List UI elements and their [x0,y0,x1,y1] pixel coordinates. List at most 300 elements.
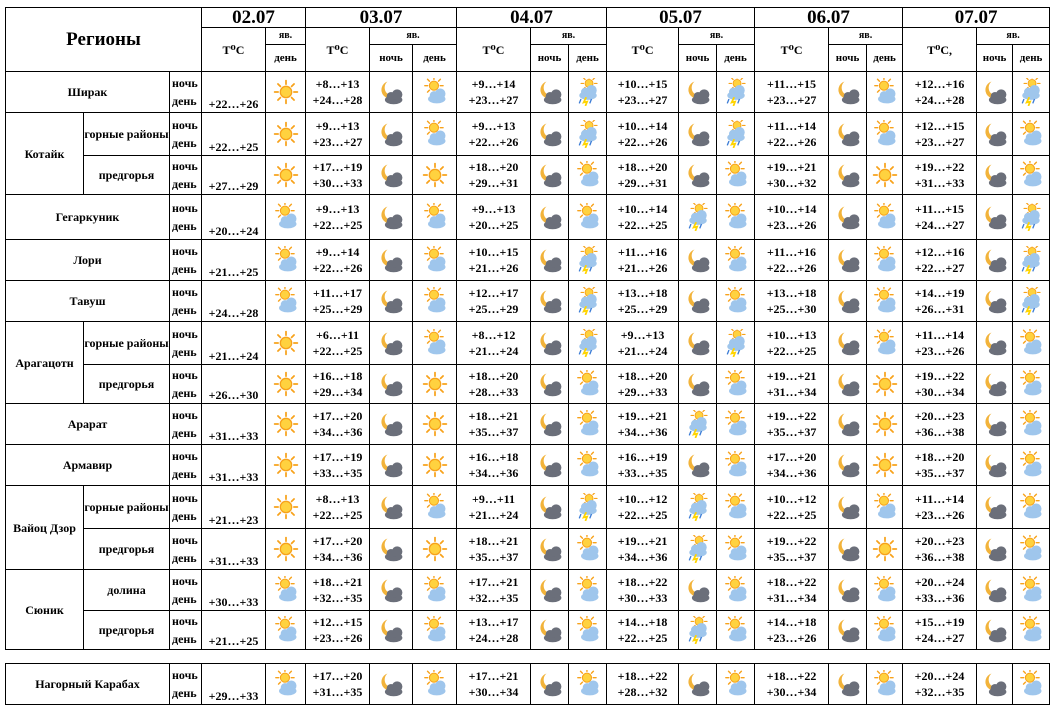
night-temperature: +14…+18 [766,615,817,629]
table-row [6,570,1050,611]
night-header: ночь [679,45,717,72]
day-label: день [172,136,197,150]
icon-cell [370,529,413,570]
table-row [6,281,1050,322]
icon-cell [977,72,1013,113]
moon-cloud-icon [370,670,412,698]
icon-cell [569,72,607,113]
sun-cloud-icon [717,370,754,398]
moon-cloud-icon [977,329,1012,357]
day-temperature: +31…+34 [766,591,817,605]
sun-cloud-icon [569,616,606,644]
subregion-name: предгорья [84,529,170,570]
sun-cloud-icon [569,576,606,604]
temperature-range [903,195,977,240]
sun-cloud-icon [1013,120,1049,148]
sun-cloud-icon [413,670,456,698]
phenomenon-header: яв. [829,28,903,45]
day-temperature: +23…+27 [312,135,363,149]
icon-cell [717,445,755,486]
night-day-labels [170,240,202,281]
temperature-range [903,113,977,156]
temperature-range [903,529,977,570]
icon-cell [413,570,457,611]
sun-cloud-icon [717,616,754,644]
night-temperature: +20…+24 [914,575,965,589]
sun-cloud-icon [867,670,902,698]
sun-icon [867,410,902,438]
region-name: Вайоц Дзор [6,486,84,570]
sun-cloud-icon [266,246,305,274]
icon-cell [717,404,755,445]
night-temperature: +13…+18 [766,286,817,300]
icon-cell [829,281,867,322]
day-temperature: +22…+25 [766,508,817,522]
day-temperature: +35…+37 [766,550,817,564]
night-temperature: +19…+21 [617,409,668,423]
icon-cell [717,281,755,322]
night-day-labels [170,72,202,113]
thunder-rain-icon [569,78,606,106]
temperature-range [457,611,531,650]
icon-cell [531,195,569,240]
temperature-range [755,195,829,240]
icon-cell [977,486,1013,529]
moon-cloud-icon [679,161,716,189]
icon-cell [977,570,1013,611]
night-header: ночь [531,45,569,72]
icon-cell [829,240,867,281]
sun-cloud-icon [1013,451,1049,479]
night-temperature: +17…+20 [312,409,363,423]
icon-cell [370,240,413,281]
night-temperature: +18…+20 [468,160,519,174]
thunder-rain-icon [569,246,606,274]
sun-cloud-icon [1013,535,1049,563]
moon-cloud-icon [829,287,866,315]
day-temperature: +32…+35 [914,685,965,699]
icon-cell [829,195,867,240]
sun-icon [867,161,902,189]
temperature-range [607,404,679,445]
sun-icon [266,410,305,438]
icon-cell [717,570,755,611]
moon-cloud-icon [829,120,866,148]
temperature-range [607,195,679,240]
icon-cell [266,281,306,322]
icon-cell [717,195,755,240]
moon-cloud-icon [977,287,1012,315]
day-label: день [172,632,197,646]
icon-cell [266,240,306,281]
moon-cloud-icon [370,370,412,398]
day-temperature: +22…+25 [617,218,668,232]
day-label: день [172,426,197,440]
day-temperature: +31…+33 [914,176,965,190]
icon-cell [531,611,569,650]
night-day-labels [170,611,202,650]
icon-cell [717,322,755,365]
moon-cloud-icon [370,576,412,604]
night-temperature: +12…+16 [914,245,965,259]
temperature-range [903,404,977,445]
sun-cloud-icon [569,451,606,479]
thunder-rain-icon [569,329,606,357]
icon-cell [413,404,457,445]
temperature-range [903,156,977,195]
icon-cell [977,281,1013,322]
night-temperature: +9…+14 [471,77,516,91]
sun-cloud-icon [1013,370,1049,398]
night-temperature: +17…+19 [312,160,363,174]
moon-cloud-icon [531,329,568,357]
sun-cloud-icon [867,576,902,604]
icon-cell [413,664,457,705]
sun-icon [266,329,305,357]
icon-cell [531,404,569,445]
moon-cloud-icon [829,246,866,274]
day-temperature: +30…+33 [617,591,668,605]
icon-cell [531,445,569,486]
temperature-range [755,113,829,156]
night-header: ночь [977,45,1013,72]
sun-cloud-icon [867,616,902,644]
icon-cell [370,404,413,445]
night-temperature: +12…+15 [914,119,965,133]
night-temperature: +16…+19 [617,450,668,464]
icon-cell [370,156,413,195]
day-temperature: +22…+27 [914,261,965,275]
day-temperature: +30…+33 [312,176,363,190]
thunder-rain-icon [679,203,716,231]
day-temperature: +22…+26 [766,135,817,149]
icon-cell [370,611,413,650]
sun-cloud-icon [1013,616,1049,644]
temperature-range [607,281,679,322]
icon-cell [867,240,903,281]
moon-cloud-icon [531,78,568,106]
phenomenon-header: яв. [266,28,306,45]
temp-col-header: T⁰C [306,28,370,72]
regions-header: Регионы [6,8,202,72]
moon-cloud-icon [977,451,1012,479]
thunder-rain-icon [569,120,606,148]
night-temperature: +17…+20 [312,669,363,683]
moon-cloud-icon [370,535,412,563]
sun-cloud-icon [413,287,456,315]
temperature-range [903,611,977,650]
temperature-range [607,113,679,156]
temperature-value: +21…+24 [202,322,266,365]
icon-cell [266,365,306,404]
icon-cell [679,322,717,365]
icon-cell [413,156,457,195]
icon-cell [266,529,306,570]
night-temperature: +18…+21 [468,534,519,548]
icon-cell [1013,156,1050,195]
night-temperature: +19…+22 [766,409,817,423]
temperature-range [457,281,531,322]
moon-cloud-icon [370,493,412,521]
moon-cloud-icon [977,535,1012,563]
night-temperature: +9…+13 [620,328,665,342]
sun-icon [266,78,305,106]
icon-cell [266,486,306,529]
day-label: день [172,303,197,317]
night-day-labels [170,195,202,240]
night-temperature: +9…+13 [471,119,516,133]
temperature-range [903,445,977,486]
moon-cloud-icon [829,535,866,563]
icon-cell [266,445,306,486]
table-row [6,156,1050,195]
icon-cell [867,195,903,240]
day-temperature: +21…+24 [617,344,668,358]
moon-cloud-icon [977,78,1012,106]
day-temperature: +22…+25 [617,631,668,645]
icon-cell [266,113,306,156]
sun-cloud-icon [867,120,902,148]
temperature-range [755,322,829,365]
moon-cloud-icon [829,161,866,189]
temperature-value: +31…+33 [202,404,266,445]
icon-cell [867,156,903,195]
night-temperature: +18…+20 [617,369,668,383]
icon-cell [679,195,717,240]
icon-cell [569,570,607,611]
thunder-rain-icon [717,120,754,148]
night-temperature: +9…+13 [315,119,360,133]
night-label: ночь [172,327,198,341]
day-header: день [413,45,457,72]
table-row [6,529,1050,570]
temperature-range [306,195,370,240]
icon-cell [370,664,413,705]
temperature-range [755,664,829,705]
region-name: Котайк [6,113,84,195]
icon-cell [867,281,903,322]
day-temperature: +36…+38 [914,550,965,564]
icon-cell [1013,486,1050,529]
phenomenon-header: яв. [531,28,607,45]
temperature-range [457,664,531,705]
thunder-rain-icon [679,535,716,563]
temp-col-header: T⁰C, [903,28,977,72]
night-day-labels [170,529,202,570]
moon-cloud-icon [531,203,568,231]
night-temperature: +19…+21 [617,534,668,548]
icon-cell [1013,113,1050,156]
day-header: день [569,45,607,72]
icon-cell [867,365,903,404]
day-temperature: +34…+36 [617,425,668,439]
region-name: Гегаркуник [6,195,170,240]
temperature-value: +24…+28 [202,281,266,322]
icon-cell [829,445,867,486]
icon-cell [867,445,903,486]
moon-cloud-icon [370,161,412,189]
icon-cell [679,240,717,281]
icon-cell [1013,72,1050,113]
temperature-range [903,486,977,529]
thunder-rain-icon [679,616,716,644]
day-temperature: +25…+29 [468,302,519,316]
moon-cloud-icon [679,78,716,106]
icon-cell [829,664,867,705]
day-label: день [172,177,197,191]
sun-icon [413,535,456,563]
day-temperature: +24…+28 [312,93,363,107]
day-temperature: +23…+27 [766,93,817,107]
moon-cloud-icon [679,120,716,148]
icon-cell [1013,195,1050,240]
thunder-rain-icon [679,493,716,521]
night-label: ночь [172,491,198,505]
night-temperature: +10…+14 [617,119,668,133]
sun-cloud-icon [266,616,305,644]
sun-icon [266,120,305,148]
icon-cell [569,486,607,529]
region-name: Ширак [6,72,170,113]
subregion-name: горные районы [84,322,170,365]
table-row [6,240,1050,281]
night-temperature: +11…+16 [767,245,817,259]
sun-icon [413,370,456,398]
sun-cloud-icon [413,78,456,106]
sun-cloud-icon [266,576,305,604]
day-temperature: +29…+34 [312,385,363,399]
phenomenon-header: яв. [370,28,457,45]
day-temperature: +29…+33 [617,385,668,399]
night-temperature: +18…+21 [312,575,363,589]
temperature-range [607,322,679,365]
icon-cell [1013,664,1050,705]
table-row [6,72,1050,113]
icon-cell [867,113,903,156]
night-day-labels [170,664,202,705]
sun-icon [266,535,305,563]
temperature-range [306,486,370,529]
night-day-labels [170,365,202,404]
temperature-value: +31…+33 [202,445,266,486]
day-temperature: +34…+36 [766,466,817,480]
icon-cell [266,72,306,113]
icon-cell [413,281,457,322]
day-label: день [172,551,197,565]
region-name: Лори [6,240,170,281]
sun-icon [413,161,456,189]
moon-cloud-icon [531,616,568,644]
icon-cell [829,570,867,611]
icon-cell [829,365,867,404]
table-row [6,322,1050,365]
sun-icon [413,451,456,479]
night-day-labels [170,156,202,195]
night-temperature: +18…+22 [617,575,668,589]
moon-cloud-icon [977,203,1012,231]
date-header: 06.07 [755,8,903,28]
moon-cloud-icon [829,670,866,698]
day-temperature: +22…+26 [312,261,363,275]
icon-cell [413,322,457,365]
subregion-name: предгорья [84,156,170,195]
icon-cell [829,322,867,365]
sun-cloud-icon [413,576,456,604]
icon-cell [531,486,569,529]
icon-cell [717,156,755,195]
temperature-range [607,486,679,529]
day-temperature: +36…+38 [914,425,965,439]
sun-cloud-icon [413,246,456,274]
night-temperature: +9…+13 [471,202,516,216]
sun-cloud-icon [413,616,456,644]
sun-cloud-icon [413,493,456,521]
day-temperature: +26…+31 [914,302,965,316]
night-label: ночь [172,118,198,132]
moon-cloud-icon [829,370,866,398]
night-header: ночь [829,45,867,72]
icon-cell [977,404,1013,445]
sun-cloud-icon [717,410,754,438]
night-temperature: +13…+18 [617,286,668,300]
temp-col-header: T⁰C [607,28,679,72]
icon-cell [679,486,717,529]
night-temperature: +9…+11 [472,492,516,506]
day-temperature: +21…+24 [468,508,519,522]
night-temperature: +13…+17 [468,615,519,629]
icon-cell [569,322,607,365]
temperature-range [755,570,829,611]
icon-cell [531,664,569,705]
night-temperature: +6…+11 [315,328,359,342]
moon-cloud-icon [370,246,412,274]
icon-cell [829,72,867,113]
icon-cell [569,365,607,404]
sun-cloud-icon [413,120,456,148]
temperature-value: +27…+29 [202,156,266,195]
icon-cell [569,240,607,281]
icon-cell [679,156,717,195]
day-label: день [172,262,197,276]
temperature-range [457,195,531,240]
night-label: ночь [172,201,198,215]
temperature-value: +20…+24 [202,195,266,240]
icon-cell [717,486,755,529]
temperature-range [607,445,679,486]
icon-cell [679,611,717,650]
day-header: день [1013,45,1050,72]
night-temperature: +11…+14 [915,328,965,342]
temperature-range [607,240,679,281]
icon-cell [679,404,717,445]
night-temperature: +17…+19 [312,450,363,464]
temperature-value: +21…+23 [202,486,266,529]
table-row [6,664,1050,705]
icon-cell [867,570,903,611]
forecast-table [5,7,1050,650]
moon-cloud-icon [977,246,1012,274]
temperature-range [457,445,531,486]
icon-cell [867,72,903,113]
night-temperature: +18…+20 [617,160,668,174]
sun-cloud-icon [867,78,902,106]
subregion-name: предгорья [84,611,170,650]
temperature-range [306,322,370,365]
temperature-range [903,664,977,705]
date-header: 04.07 [457,8,607,28]
subregion-name: горные районы [84,113,170,156]
night-temperature: +19…+22 [914,369,965,383]
